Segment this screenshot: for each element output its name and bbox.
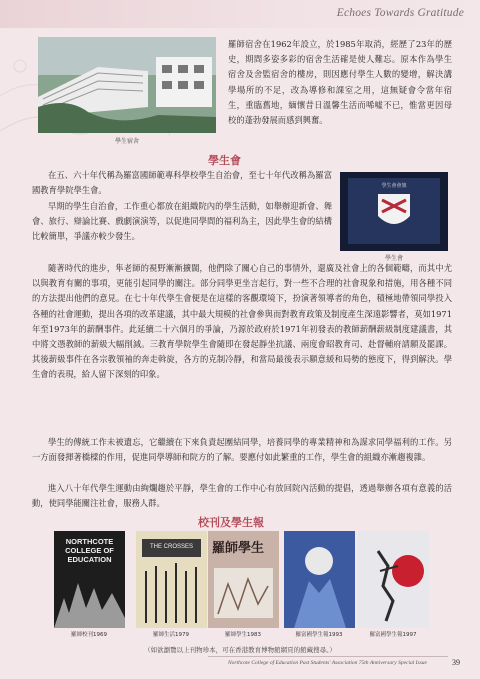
student-union-paragraph-4: 學生的傳統工作未被遺忘，它繼續在下來負責起團結同學，培養同學的專業精神和為謀求同學福利的工作。另一方面發揮著橋樑的作用，促進同學導師和院方的了解。要應付如此繁重的工作，學生會的組織亦漸趨複雜。 [32, 437, 452, 463]
publication-cover-1983 [208, 531, 279, 628]
banner-caption: 學生會 [384, 255, 403, 262]
dormitory-photo-caption: 學生宿舍 [114, 138, 139, 145]
cover-title: THE CROSSES [149, 544, 193, 550]
intro-paragraph: 羅師宿舍在1962年設立，於1985年取消，經歷了23年的歷史，期間多姿多彩的宿舍生活確是使人難忘。原本作為學生宿舍及舍監宿舍的樓房，則因應付學生人數的變增，解決講學場所的不足，改為導修和課室之用，這無疑會令當年宿生，重臨舊地，緬懷昔日溫馨生活而唏噓不已，惟當更因母校的蓬勃發展而感到興奮。 [228, 39, 452, 126]
publication-cover-1997 [358, 531, 429, 628]
cover-title: NORTHCOTE COLLEGE OF EDUCATION [65, 537, 114, 564]
publication-caption-1969: 羅師校刊1969 [71, 632, 107, 638]
publication-caption-1997: 羅富國學生報1997 [369, 632, 417, 638]
student-union-title: 學生會 [208, 154, 241, 167]
publication-caption-1993: 羅富國學生報1993 [295, 632, 343, 638]
student-union-paragraph-2: 早期的學生自治會，工作重心都放在組織院內的學生活動，如舉辦迎新會、舞會、旅行、辯論比賽、戲劇演演等，以促進同學間的福利為主，因此學生會的結構比較簡單，爭議亦較少發生。 [32, 201, 332, 242]
publications-title: 校刊及學生報 [198, 516, 264, 529]
publication-caption-1979: 羅師生活1979 [153, 632, 189, 638]
banner-text: 學生會會旗 [381, 183, 407, 189]
dormitory-photo [38, 37, 216, 133]
publications-note: （如欲瀏覽以上刊物珍本，可在香港教育博物館網頁的館藏搜尋。） [144, 646, 336, 654]
student-union-banner-photo [340, 172, 448, 251]
footer-divider [208, 656, 448, 657]
page-header-title: Echoes Towards Gratitude [336, 7, 464, 19]
publication-cover-1979 [136, 531, 207, 628]
publication-cover-1969 [54, 531, 125, 628]
page-number: 39 [452, 658, 460, 667]
publication-cover-1993 [284, 531, 355, 628]
student-union-paragraph-1: 在五、六十年代稱為羅富國師範專科學校學生自治會，至七十年代改稱為羅富國教育學院學生會。 [32, 170, 332, 196]
footer-credit: Northcote College of Education Past Students' Association 75th Anniversary Special Issue [228, 660, 427, 666]
cover-title: 羅師學生 [212, 541, 265, 556]
student-union-paragraph-3: 隨著時代的進步，隼老師的視野漸漸擴闊，他們除了關心自己的事情外，還廣及社會上的各個範疇，而其中尤以與教育有關的事項，更能引起同學的關注。部分同學更坐言起行，對一些不合理的社會現象和措施，用各種不同的方法提出他們的意見。在七十年代學生會便是在這樣的客觀環境下，扮演著領導者的角色，積極地帶領同學投入各種的社會運動，提出各項的改革建議，其中最大規模的社會參與而對教育政策及制度產生深遠影響者，莫如1971年至1973年的薪酬事件。此延續二十六個月的爭論，乃源於政府於1971年初發表的教師薪酬薪級制度建議書，其中將文憑教師的薪級大幅削減。三教育學院學生會隨即在發起靜坐抗議、兩度會昭教育司、赴督輔府請願及罷課。其後薪級事件在各宗教領袖的奔走斡旋，各方的克制冷靜，和當局最後表示願意緩和局勢的態度下，得到解決。學生會的表現，給人留下深刻的印象。 [32, 263, 452, 380]
student-union-paragraph-5: 進入八十年代學生運動由絢爛趨於平靜，學生會的工作中心有放回院內活動的提倡，透過舉辦各項有意義的活動，使同學能關注社會，服務人群。 [32, 483, 452, 509]
publication-caption-1983: 羅師學生1983 [225, 632, 261, 638]
